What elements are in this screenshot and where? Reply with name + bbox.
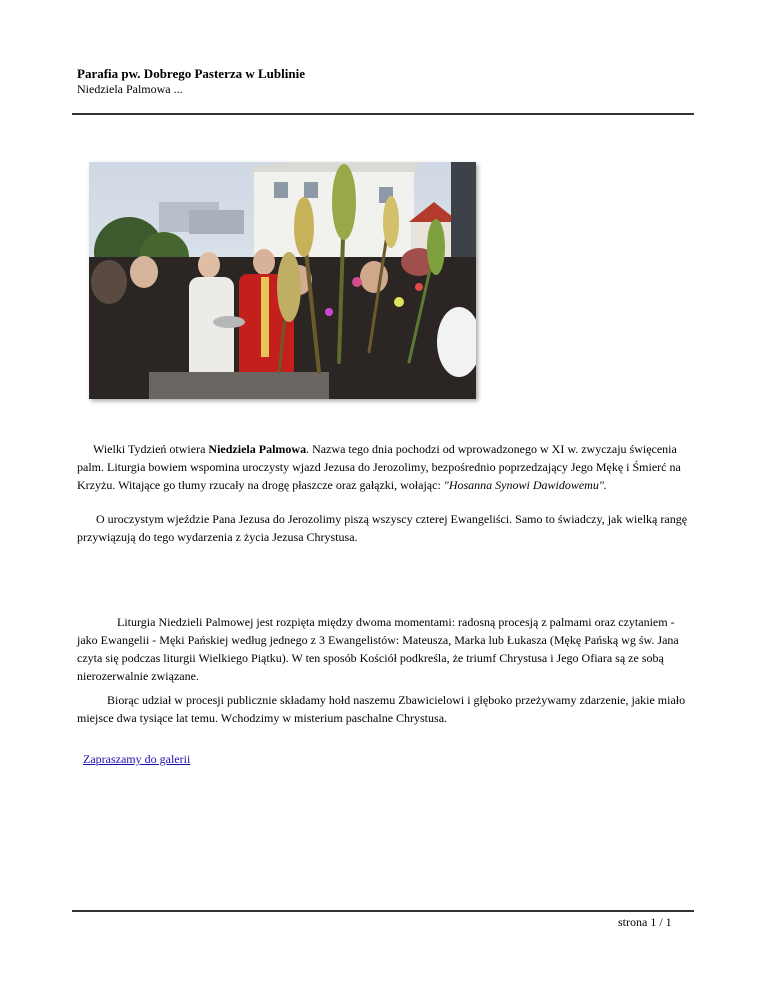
paragraph-3: Liturgia Niedzieli Palmowej jest rozpięta między dwoma momentami: radosną procesją z palmami oraz czytaniem - jako Ewangelii - Męki Pańskiej według jednego z 3 Ewangelistów: Mateusza, Marka lub Łukasza (Mękę Pańską wg św. Jana czyta się podczas liturgii Wielkiego Piątku). W ten sposób Kościół podkreśla, że triumf Chrystusa i Jego Ofiara są ze sobą nierozerwalnie związane.: [77, 615, 679, 683]
page-number: strona 1 / 1: [618, 915, 672, 929]
footer-divider: [72, 910, 694, 912]
header-divider: [72, 113, 694, 115]
document-header: [77, 66, 305, 97]
hosanna-quote: "Hosanna Synowi Dawidowemu".: [443, 478, 607, 492]
paragraph-1: [77, 440, 693, 494]
paragraph-1-text-a: Wielki Tydzień otwiera: [93, 442, 209, 456]
article-subtitle: Niedziela Palmowa ...: [77, 82, 183, 96]
palm-sunday-term: Niedziela Palmowa: [208, 442, 307, 456]
paragraph-2: O uroczystym wjeździe Pana Jezusa do Jerozolimy piszą wszyscy czterej Ewangeliści. Samo to świadczy, jak wielką rangę przywiązują do tego wydarzenia z życia Jezusa Chrystusa.: [77, 512, 688, 544]
gallery-link[interactable]: Zapraszamy do galerii: [83, 752, 191, 766]
palm-sunday-photo: [89, 162, 476, 399]
parish-title: Parafia pw. Dobrego Pasterza w Lublinie: [77, 66, 305, 81]
paragraph-1-text-b: . Nazwa tego dnia pochodzi od wprowadzonego w XI w. zwyczaju święcenia palm. Liturgia bowiem wspomina uroczysty wjazd Jezusa do Jerozolimy, bezpośrednio poprzedzający Jego Mękę i Śmierć na Krzyżu. Witające go tłumy rzucały na drogę płaszcze oraz gałązki, wołając:: [77, 442, 681, 492]
paragraph-4: Biorąc udział w procesji publicznie składamy hołd naszemu Zbawicielowi i głęboko przeżywamy zdarzenie, jakie miało miejsce dwa tysiące lat temu. Wchodzimy w misterium paschalne Chrystusa.: [77, 693, 686, 725]
